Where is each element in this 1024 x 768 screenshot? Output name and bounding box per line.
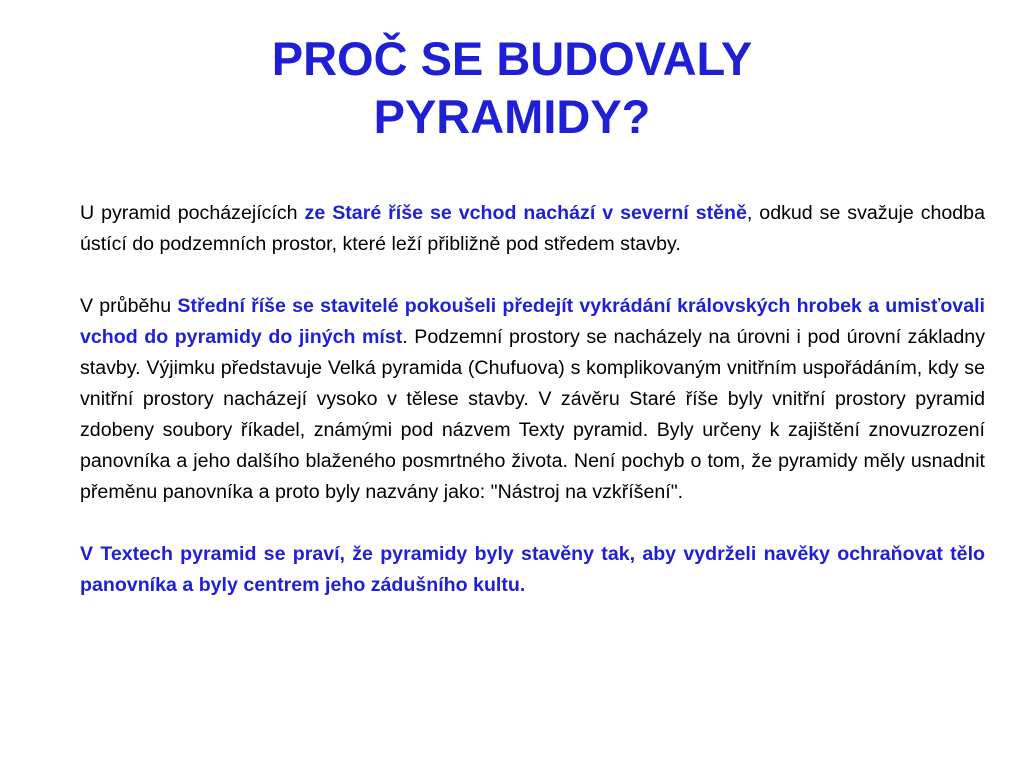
paragraph-old-kingdom <box>80 198 985 260</box>
title-line-1: PROČ SE BUDOVALY <box>271 32 753 85</box>
page-title <box>0 30 1024 146</box>
body-text <box>80 198 985 632</box>
paragraph-text: U pyramid pocházejících <box>80 202 305 224</box>
title-line-2: PYRAMIDY? <box>373 90 651 143</box>
highlight-text: Střední říše se stavitelé pokoušeli předejít vykrádání královských hrobek a umisťovali vchod do pyramidy do jiných míst <box>80 295 985 348</box>
paragraph-text: V průběhu <box>80 295 178 317</box>
paragraph-text: . Podzemní prostory se nacházely na úrovni i pod úrovní základny stavby. Výjimku představuje Velká pyramida (Chufuova) s komplikovaným vnitřním uspořádáním, kdy se vnitřní prostory nacházejí vysoko v tělese stavby. V závěru Staré říše byly vnitřní prostory pyramid zdobeny soubory říkadel, známými pod názvem Texty pyramid. Byly určeny k zajištění znovuzrození panovníka a jeho dalšího blaženého posmrtného života. Není pochyb o tom, že pyramidy měly usnadnit přeměnu panovníka a proto byly nazvány jako: "Nástroj na vzkříšení". <box>80 326 985 503</box>
highlight-text: V Textech pyramid se praví, že pyramidy byly stavěny tak, aby vydrželi navěky ochraňovat tělo panovníka a byly centrem jeho zádušního kultu. <box>80 543 985 596</box>
paragraph-text: , odkud se svažuje chodba ústící do podzemních prostor, které leží přibližně pod středem stavby. <box>80 202 985 255</box>
paragraph-middle-kingdom <box>80 291 985 508</box>
paragraph-pyramid-texts <box>80 539 985 601</box>
highlight-text: ze Staré říše se vchod nachází v severní stěně <box>304 202 747 224</box>
